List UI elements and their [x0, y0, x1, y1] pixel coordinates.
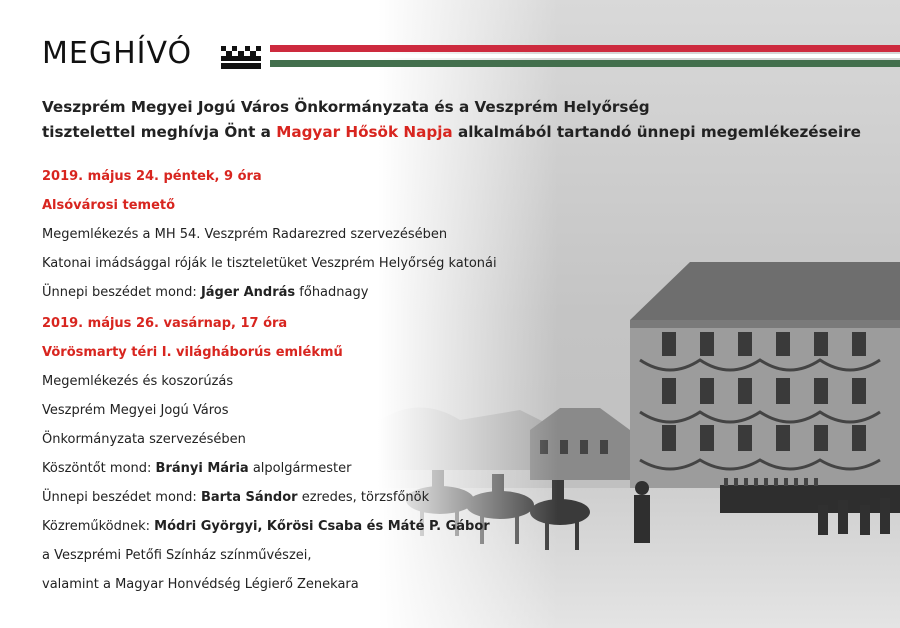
event-2-location: Vörösmarty téri I. világháborús emlékmű [42, 345, 343, 360]
greeting-name: Brányi Mária [155, 461, 249, 476]
intro-line-1: Veszprém Megyei Jogú Város Önkormányzata és a Veszprém Helyőrség [42, 98, 650, 116]
speaker-title: főhadnagy [295, 285, 369, 300]
speaker-name: Jáger András [200, 285, 296, 300]
intro-line-2-pre: tisztelettel meghívja Önt a [42, 123, 277, 141]
event-2-line-2: Veszprém Megyei Jogú Város [42, 403, 229, 418]
event-1-location: Alsóvárosi temető [42, 198, 176, 213]
intro-line-2 [42, 120, 861, 145]
event-1-speech [42, 278, 497, 307]
greeting-title: alpolgármester [248, 461, 352, 476]
flag-stripe-green [270, 60, 900, 67]
event-2-line-4: a Veszprémi Petőfi Színház színművészei, [42, 548, 312, 563]
event-name-highlight: Magyar Hősök Napja [276, 123, 453, 141]
speech-label: Ünnepi beszédet mond: [42, 490, 201, 505]
event-2-date: 2019. május 26. vasárnap, 17 óra [42, 316, 288, 331]
event-1-line-1: Megemlékezés a MH 54. Veszprém Radarezred szervezésében [42, 227, 448, 242]
speaker-title: ezredes, törzsfőnök [297, 490, 430, 505]
greeting-label: Köszöntőt mond: [42, 461, 156, 476]
intro-line-2-post: alkalmából tartandó ünnepi megemlékezéseire [452, 123, 861, 141]
event-2-line-5: valamint a Magyar Honvédség Légierő Zenekara [42, 577, 359, 592]
invitation-title: MEGHÍVÓ [42, 36, 193, 71]
event-2-greeting [42, 454, 490, 483]
hungarian-flag-stripes [270, 45, 900, 69]
event-2 [42, 309, 490, 599]
event-2-line-1: Megemlékezés és koszorúzás [42, 374, 234, 389]
crown-icon [219, 44, 263, 72]
event-1-line-2: Katonai imádsággal róják le tiszteletüket Veszprém Helyőrség katonái [42, 256, 497, 271]
contributors-label: Közreműködnek: [42, 519, 155, 534]
contributors-names: Módri Györgyi, Kőrösi Csaba és Máté P. Gábor [154, 519, 490, 534]
event-2-speech [42, 483, 490, 512]
flag-stripe-white [270, 54, 900, 58]
speaker-name: Barta Sándor [200, 490, 298, 505]
event-1-date: 2019. május 24. péntek, 9 óra [42, 169, 262, 184]
event-2-contributors [42, 512, 490, 541]
flag-stripe-red [270, 45, 900, 52]
event-2-line-3: Önkormányzata szervezésében [42, 432, 246, 447]
event-1 [42, 162, 497, 307]
intro-text [42, 95, 861, 145]
speech-label: Ünnepi beszédet mond: [42, 285, 201, 300]
